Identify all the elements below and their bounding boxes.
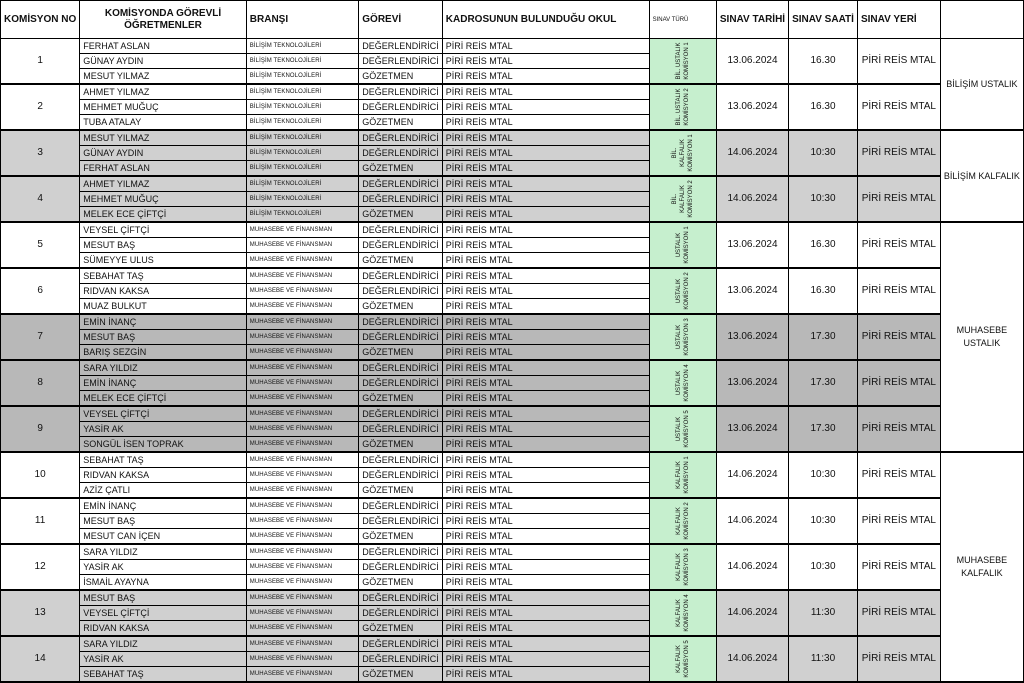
teacher-name-cell: SARA YILDIZ (80, 360, 247, 376)
bolum-cell: BİLİŞİM USTALIK (940, 39, 1023, 131)
gorev-cell: DEĞERLENDİRİCİ (359, 360, 443, 376)
okul-cell: PİRİ REİS MTAL (442, 575, 649, 591)
gorev-cell: DEĞERLENDİRİCİ (359, 452, 443, 468)
table-row (1, 314, 1024, 330)
table-row (1, 544, 1024, 560)
table-row (1, 636, 1024, 652)
teacher-name-cell: MEHMET MUĞUÇ (80, 100, 247, 115)
sinav-saati-cell: 10:30 (789, 544, 858, 590)
brans-cell: MUHASEBE VE FİNANSMAN (246, 391, 358, 407)
bolum-cell: MUHASEBE USTALIK (940, 222, 1023, 452)
brans-cell: MUHASEBE VE FİNANSMAN (246, 636, 358, 652)
header-sinav-saati: SINAV SAATİ (789, 1, 858, 39)
gorev-cell: GÖZETMEN (359, 667, 443, 683)
brans-cell: MUHASEBE VE FİNANSMAN (246, 299, 358, 315)
teacher-name-cell: SEBAHAT TAŞ (80, 667, 247, 683)
okul-cell: PİRİ REİS MTAL (442, 560, 649, 575)
gorev-cell: DEĞERLENDİRİCİ (359, 544, 443, 560)
brans-cell: MUHASEBE VE FİNANSMAN (246, 575, 358, 591)
sinav-yeri-cell: PİRİ REİS MTAL (857, 268, 940, 314)
gorev-cell: DEĞERLENDİRİCİ (359, 84, 443, 100)
brans-cell: MUHASEBE VE FİNANSMAN (246, 590, 358, 606)
gorev-cell: GÖZETMEN (359, 115, 443, 131)
teacher-name-cell: YASİR AK (80, 560, 247, 575)
table-row (1, 39, 1024, 54)
brans-cell: MUHASEBE VE FİNANSMAN (246, 606, 358, 621)
okul-cell: PİRİ REİS MTAL (442, 529, 649, 545)
sinav-yeri-cell: PİRİ REİS MTAL (857, 360, 940, 406)
sinav-turu-label: KALFALIK KOMİSYON 2 (675, 501, 690, 540)
sinav-turu-cell (649, 360, 716, 406)
gorev-cell: DEĞERLENDİRİCİ (359, 176, 443, 192)
teacher-name-cell: VEYSEL ÇİFTÇİ (80, 606, 247, 621)
teacher-name-cell: YASİR AK (80, 422, 247, 437)
teacher-name-cell: GÜNAY AYDIN (80, 146, 247, 161)
komisyon-no-cell: 12 (1, 544, 80, 590)
table-row (1, 590, 1024, 606)
sinav-turu-label: USTALIK KOMİSYON 4 (675, 363, 690, 402)
okul-cell: PİRİ REİS MTAL (442, 253, 649, 269)
okul-cell: PİRİ REİS MTAL (442, 69, 649, 85)
brans-cell: MUHASEBE VE FİNANSMAN (246, 422, 358, 437)
brans-cell: MUHASEBE VE FİNANSMAN (246, 238, 358, 253)
sinav-saati-cell: 10:30 (789, 452, 858, 498)
sinav-turu-cell (649, 39, 716, 85)
sinav-turu-label: KALFALIK KOMİSYON 3 (675, 547, 690, 586)
sinav-turu-cell (649, 636, 716, 682)
teacher-name-cell: MESUT YILMAZ (80, 69, 247, 85)
okul-cell: PİRİ REİS MTAL (442, 330, 649, 345)
bolum-cell: BİLİŞİM KALFALIK (940, 130, 1023, 222)
gorev-cell: DEĞERLENDİRİCİ (359, 100, 443, 115)
brans-cell: MUHASEBE VE FİNANSMAN (246, 345, 358, 361)
okul-cell: PİRİ REİS MTAL (442, 667, 649, 683)
sinav-turu-label: BİL. USTALIK KOMİSYON 1 (675, 41, 690, 80)
header-bolum (940, 1, 1023, 39)
okul-cell: PİRİ REİS MTAL (442, 314, 649, 330)
brans-cell: MUHASEBE VE FİNANSMAN (246, 314, 358, 330)
sinav-tarihi-cell: 14.06.2024 (716, 130, 788, 176)
teacher-name-cell: GÜNAY AYDIN (80, 54, 247, 69)
teacher-name-cell: EMİN İNANÇ (80, 498, 247, 514)
teacher-name-cell: SEBAHAT TAŞ (80, 268, 247, 284)
gorev-cell: GÖZETMEN (359, 207, 443, 223)
brans-cell: BİLİŞİM TEKNOLOJİLERİ (246, 39, 358, 54)
okul-cell: PİRİ REİS MTAL (442, 130, 649, 146)
gorev-cell: DEĞERLENDİRİCİ (359, 560, 443, 575)
sinav-turu-label: USTALIK KOMİSYON 3 (675, 317, 690, 356)
okul-cell: PİRİ REİS MTAL (442, 222, 649, 238)
komisyon-no-cell: 10 (1, 452, 80, 498)
komisyon-no-cell: 6 (1, 268, 80, 314)
sinav-yeri-cell: PİRİ REİS MTAL (857, 130, 940, 176)
sinav-yeri-cell: PİRİ REİS MTAL (857, 590, 940, 636)
teacher-name-cell: BARIŞ SEZGİN (80, 345, 247, 361)
brans-cell: BİLİŞİM TEKNOLOJİLERİ (246, 115, 358, 131)
sinav-turu-cell (649, 176, 716, 222)
sinav-turu-label: BİL. KALFALIK KOMİSYON 2 (671, 179, 694, 218)
brans-cell: BİLİŞİM TEKNOLOJİLERİ (246, 69, 358, 85)
komisyon-no-cell: 11 (1, 498, 80, 544)
teacher-name-cell: TUBA ATALAY (80, 115, 247, 131)
teacher-name-cell: SEBAHAT TAŞ (80, 452, 247, 468)
brans-cell: BİLİŞİM TEKNOLOJİLERİ (246, 207, 358, 223)
okul-cell: PİRİ REİS MTAL (442, 376, 649, 391)
brans-cell: MUHASEBE VE FİNANSMAN (246, 468, 358, 483)
brans-cell: MUHASEBE VE FİNANSMAN (246, 360, 358, 376)
sinav-saati-cell: 16.30 (789, 39, 858, 85)
sinav-tarihi-cell: 13.06.2024 (716, 222, 788, 268)
sinav-saati-cell: 16.30 (789, 222, 858, 268)
okul-cell: PİRİ REİS MTAL (442, 84, 649, 100)
teacher-name-cell: SARA YILDIZ (80, 544, 247, 560)
sinav-turu-cell (649, 84, 716, 130)
gorev-cell: DEĞERLENDİRİCİ (359, 192, 443, 207)
teacher-name-cell: MESUT YILMAZ (80, 130, 247, 146)
sinav-tarihi-cell: 14.06.2024 (716, 498, 788, 544)
sinav-turu-cell (649, 590, 716, 636)
teacher-name-cell: SÜMEYYE ULUS (80, 253, 247, 269)
okul-cell: PİRİ REİS MTAL (442, 268, 649, 284)
okul-cell: PİRİ REİS MTAL (442, 468, 649, 483)
gorev-cell: DEĞERLENDİRİCİ (359, 284, 443, 299)
brans-cell: MUHASEBE VE FİNANSMAN (246, 498, 358, 514)
sinav-tarihi-cell: 13.06.2024 (716, 39, 788, 85)
header-ogretmenler: KOMİSYONDA GÖREVLİ ÖĞRETMENLER (80, 1, 247, 39)
teacher-name-cell: VEYSEL ÇİFTÇİ (80, 222, 247, 238)
sinav-yeri-cell: PİRİ REİS MTAL (857, 406, 940, 452)
brans-cell: MUHASEBE VE FİNANSMAN (246, 330, 358, 345)
komisyon-no-cell: 1 (1, 39, 80, 85)
gorev-cell: DEĞERLENDİRİCİ (359, 39, 443, 54)
gorev-cell: GÖZETMEN (359, 483, 443, 499)
teacher-name-cell: MESUT CAN İÇEN (80, 529, 247, 545)
table-row (1, 176, 1024, 192)
sinav-saati-cell: 17.30 (789, 360, 858, 406)
brans-cell: MUHASEBE VE FİNANSMAN (246, 560, 358, 575)
gorev-cell: DEĞERLENDİRİCİ (359, 514, 443, 529)
commission-table-body (1, 39, 1024, 683)
sinav-tarihi-cell: 14.06.2024 (716, 176, 788, 222)
okul-cell: PİRİ REİS MTAL (442, 437, 649, 453)
gorev-cell: DEĞERLENDİRİCİ (359, 468, 443, 483)
sinav-yeri-cell: PİRİ REİS MTAL (857, 314, 940, 360)
header-sinav-turu: SINAV TÜRÜ (649, 1, 716, 39)
gorev-cell: DEĞERLENDİRİCİ (359, 590, 443, 606)
sinav-yeri-cell: PİRİ REİS MTAL (857, 498, 940, 544)
sinav-tarihi-cell: 13.06.2024 (716, 268, 788, 314)
gorev-cell: DEĞERLENDİRİCİ (359, 606, 443, 621)
gorev-cell: DEĞERLENDİRİCİ (359, 406, 443, 422)
gorev-cell: DEĞERLENDİRİCİ (359, 376, 443, 391)
okul-cell: PİRİ REİS MTAL (442, 207, 649, 223)
sinav-turu-cell (649, 498, 716, 544)
okul-cell: PİRİ REİS MTAL (442, 590, 649, 606)
brans-cell: MUHASEBE VE FİNANSMAN (246, 222, 358, 238)
sinav-tarihi-cell: 13.06.2024 (716, 406, 788, 452)
okul-cell: PİRİ REİS MTAL (442, 360, 649, 376)
sinav-yeri-cell: PİRİ REİS MTAL (857, 452, 940, 498)
header-sinav-tarihi: SINAV TARİHİ (716, 1, 788, 39)
sinav-turu-cell (649, 452, 716, 498)
brans-cell: MUHASEBE VE FİNANSMAN (246, 529, 358, 545)
okul-cell: PİRİ REİS MTAL (442, 345, 649, 361)
brans-cell: MUHASEBE VE FİNANSMAN (246, 483, 358, 499)
teacher-name-cell: MELEK ECE ÇİFTÇİ (80, 207, 247, 223)
okul-cell: PİRİ REİS MTAL (442, 514, 649, 529)
gorev-cell: DEĞERLENDİRİCİ (359, 146, 443, 161)
okul-cell: PİRİ REİS MTAL (442, 544, 649, 560)
teacher-name-cell: MELEK ECE ÇİFTÇİ (80, 391, 247, 407)
sinav-turu-cell (649, 314, 716, 360)
header-komisyon-no: KOMİSYON NO (1, 1, 80, 39)
okul-cell: PİRİ REİS MTAL (442, 161, 649, 177)
brans-cell: MUHASEBE VE FİNANSMAN (246, 253, 358, 269)
okul-cell: PİRİ REİS MTAL (442, 176, 649, 192)
komisyon-no-cell: 9 (1, 406, 80, 452)
sinav-tarihi-cell: 14.06.2024 (716, 544, 788, 590)
gorev-cell: GÖZETMEN (359, 621, 443, 637)
sinav-tarihi-cell: 14.06.2024 (716, 636, 788, 682)
teacher-name-cell: İSMAİL AYAYNA (80, 575, 247, 591)
okul-cell: PİRİ REİS MTAL (442, 498, 649, 514)
sinav-saati-cell: 10:30 (789, 130, 858, 176)
gorev-cell: GÖZETMEN (359, 391, 443, 407)
header-brans: BRANŞI (246, 1, 358, 39)
okul-cell: PİRİ REİS MTAL (442, 636, 649, 652)
table-row (1, 452, 1024, 468)
gorev-cell: DEĞERLENDİRİCİ (359, 498, 443, 514)
okul-cell: PİRİ REİS MTAL (442, 146, 649, 161)
teacher-name-cell: MESUT BAŞ (80, 330, 247, 345)
brans-cell: MUHASEBE VE FİNANSMAN (246, 667, 358, 683)
komisyon-no-cell: 2 (1, 84, 80, 130)
teacher-name-cell: AHMET YILMAZ (80, 176, 247, 192)
teacher-name-cell: MESUT BAŞ (80, 590, 247, 606)
sinav-saati-cell: 11:30 (789, 636, 858, 682)
gorev-cell: DEĞERLENDİRİCİ (359, 330, 443, 345)
gorev-cell: DEĞERLENDİRİCİ (359, 268, 443, 284)
teacher-name-cell: VEYSEL ÇİFTÇİ (80, 406, 247, 422)
table-row (1, 268, 1024, 284)
brans-cell: BİLİŞİM TEKNOLOJİLERİ (246, 192, 358, 207)
teacher-name-cell: EMİN İNANÇ (80, 314, 247, 330)
table-row (1, 130, 1024, 146)
brans-cell: MUHASEBE VE FİNANSMAN (246, 376, 358, 391)
okul-cell: PİRİ REİS MTAL (442, 39, 649, 54)
brans-cell: MUHASEBE VE FİNANSMAN (246, 652, 358, 667)
okul-cell: PİRİ REİS MTAL (442, 284, 649, 299)
table-row (1, 498, 1024, 514)
okul-cell: PİRİ REİS MTAL (442, 483, 649, 499)
sinav-yeri-cell: PİRİ REİS MTAL (857, 176, 940, 222)
gorev-cell: GÖZETMEN (359, 161, 443, 177)
sinav-tarihi-cell: 14.06.2024 (716, 590, 788, 636)
brans-cell: BİLİŞİM TEKNOLOJİLERİ (246, 54, 358, 69)
brans-cell: BİLİŞİM TEKNOLOJİLERİ (246, 100, 358, 115)
brans-cell: MUHASEBE VE FİNANSMAN (246, 268, 358, 284)
okul-cell: PİRİ REİS MTAL (442, 452, 649, 468)
table-row (1, 406, 1024, 422)
komisyon-no-cell: 14 (1, 636, 80, 682)
brans-cell: MUHASEBE VE FİNANSMAN (246, 514, 358, 529)
komisyon-no-cell: 4 (1, 176, 80, 222)
teacher-name-cell: MESUT BAŞ (80, 238, 247, 253)
teacher-name-cell: SONGÜL İSEN TOPRAK (80, 437, 247, 453)
okul-cell: PİRİ REİS MTAL (442, 391, 649, 407)
sinav-tarihi-cell: 13.06.2024 (716, 84, 788, 130)
okul-cell: PİRİ REİS MTAL (442, 652, 649, 667)
brans-cell: MUHASEBE VE FİNANSMAN (246, 621, 358, 637)
gorev-cell: GÖZETMEN (359, 437, 443, 453)
teacher-name-cell: EMİN İNANÇ (80, 376, 247, 391)
gorev-cell: GÖZETMEN (359, 529, 443, 545)
teacher-name-cell: RIDVAN KAKSA (80, 284, 247, 299)
okul-cell: PİRİ REİS MTAL (442, 621, 649, 637)
brans-cell: BİLİŞİM TEKNOLOJİLERİ (246, 161, 358, 177)
bolum-cell: MUHASEBE KALFALIK (940, 452, 1023, 682)
teacher-name-cell: MUAZ BULKUT (80, 299, 247, 315)
header-sinav-yeri: SINAV YERİ (857, 1, 940, 39)
komisyon-no-cell: 13 (1, 590, 80, 636)
okul-cell: PİRİ REİS MTAL (442, 299, 649, 315)
teacher-name-cell: FERHAT ASLAN (80, 39, 247, 54)
brans-cell: BİLİŞİM TEKNOLOJİLERİ (246, 176, 358, 192)
sinav-turu-cell (649, 222, 716, 268)
gorev-cell: DEĞERLENDİRİCİ (359, 222, 443, 238)
brans-cell: MUHASEBE VE FİNANSMAN (246, 544, 358, 560)
gorev-cell: DEĞERLENDİRİCİ (359, 130, 443, 146)
brans-cell: MUHASEBE VE FİNANSMAN (246, 406, 358, 422)
komisyon-no-cell: 5 (1, 222, 80, 268)
teacher-name-cell: RIDVAN KAKSA (80, 468, 247, 483)
sinav-saati-cell: 16.30 (789, 268, 858, 314)
sinav-yeri-cell: PİRİ REİS MTAL (857, 39, 940, 85)
gorev-cell: DEĞERLENDİRİCİ (359, 422, 443, 437)
sinav-turu-label: BİL. USTALIK KOMİSYON 2 (675, 87, 690, 126)
teacher-name-cell: AHMET YILMAZ (80, 84, 247, 100)
sinav-saati-cell: 11:30 (789, 590, 858, 636)
header-row (1, 1, 1024, 39)
teacher-name-cell: MEHMET MUĞUÇ (80, 192, 247, 207)
sinav-turu-label: USTALIK KOMİSYON 1 (675, 225, 690, 264)
sinav-turu-label: USTALIK KOMİSYON 5 (675, 409, 690, 448)
sinav-tarihi-cell: 13.06.2024 (716, 360, 788, 406)
table-row (1, 84, 1024, 100)
teacher-name-cell: RIDVAN KAKSA (80, 621, 247, 637)
sinav-turu-label: KALFALIK KOMİSYON 5 (675, 639, 690, 678)
okul-cell: PİRİ REİS MTAL (442, 115, 649, 131)
header-gorevi: GÖREVİ (359, 1, 443, 39)
teacher-name-cell: FERHAT ASLAN (80, 161, 247, 177)
okul-cell: PİRİ REİS MTAL (442, 100, 649, 115)
gorev-cell: DEĞERLENDİRİCİ (359, 314, 443, 330)
gorev-cell: GÖZETMEN (359, 575, 443, 591)
sinav-tarihi-cell: 13.06.2024 (716, 314, 788, 360)
gorev-cell: GÖZETMEN (359, 69, 443, 85)
sinav-turu-label: BİL. KALFALIK KOMİSYON 1 (671, 133, 694, 172)
sinav-saati-cell: 17.30 (789, 406, 858, 452)
sinav-turu-label: KALFALIK KOMİSYON 4 (675, 593, 690, 632)
sinav-yeri-cell: PİRİ REİS MTAL (857, 636, 940, 682)
brans-cell: BİLİŞİM TEKNOLOJİLERİ (246, 84, 358, 100)
brans-cell: BİLİŞİM TEKNOLOJİLERİ (246, 146, 358, 161)
sinav-turu-cell (649, 544, 716, 590)
okul-cell: PİRİ REİS MTAL (442, 192, 649, 207)
teacher-name-cell: AZİZ ÇATLI (80, 483, 247, 499)
sinav-yeri-cell: PİRİ REİS MTAL (857, 222, 940, 268)
gorev-cell: DEĞERLENDİRİCİ (359, 238, 443, 253)
komisyon-no-cell: 8 (1, 360, 80, 406)
komisyon-no-cell: 3 (1, 130, 80, 176)
table-row (1, 360, 1024, 376)
gorev-cell: GÖZETMEN (359, 253, 443, 269)
sinav-yeri-cell: PİRİ REİS MTAL (857, 544, 940, 590)
sinav-turu-cell (649, 268, 716, 314)
teacher-name-cell: SARA YILDIZ (80, 636, 247, 652)
okul-cell: PİRİ REİS MTAL (442, 606, 649, 621)
brans-cell: MUHASEBE VE FİNANSMAN (246, 284, 358, 299)
sinav-turu-cell (649, 130, 716, 176)
sinav-tarihi-cell: 14.06.2024 (716, 452, 788, 498)
sinav-yeri-cell: PİRİ REİS MTAL (857, 84, 940, 130)
sinav-saati-cell: 16.30 (789, 84, 858, 130)
sinav-saati-cell: 17.30 (789, 314, 858, 360)
header-okul: KADROSUNUN BULUNDUĞU OKUL (442, 1, 649, 39)
gorev-cell: GÖZETMEN (359, 345, 443, 361)
brans-cell: MUHASEBE VE FİNANSMAN (246, 437, 358, 453)
brans-cell: MUHASEBE VE FİNANSMAN (246, 452, 358, 468)
okul-cell: PİRİ REİS MTAL (442, 238, 649, 253)
sinav-saati-cell: 10:30 (789, 176, 858, 222)
sinav-saati-cell: 10:30 (789, 498, 858, 544)
sinav-turu-label: KALFALIK KOMİSYON 1 (675, 455, 690, 494)
okul-cell: PİRİ REİS MTAL (442, 406, 649, 422)
okul-cell: PİRİ REİS MTAL (442, 422, 649, 437)
teacher-name-cell: MESUT BAŞ (80, 514, 247, 529)
komisyon-no-cell: 7 (1, 314, 80, 360)
teacher-name-cell: YASİR AK (80, 652, 247, 667)
gorev-cell: DEĞERLENDİRİCİ (359, 636, 443, 652)
gorev-cell: GÖZETMEN (359, 299, 443, 315)
brans-cell: BİLİŞİM TEKNOLOJİLERİ (246, 130, 358, 146)
table-row (1, 222, 1024, 238)
sinav-turu-label: USTALIK KOMİSYON 2 (675, 271, 690, 310)
okul-cell: PİRİ REİS MTAL (442, 54, 649, 69)
gorev-cell: DEĞERLENDİRİCİ (359, 652, 443, 667)
sinav-turu-cell (649, 406, 716, 452)
gorev-cell: DEĞERLENDİRİCİ (359, 54, 443, 69)
